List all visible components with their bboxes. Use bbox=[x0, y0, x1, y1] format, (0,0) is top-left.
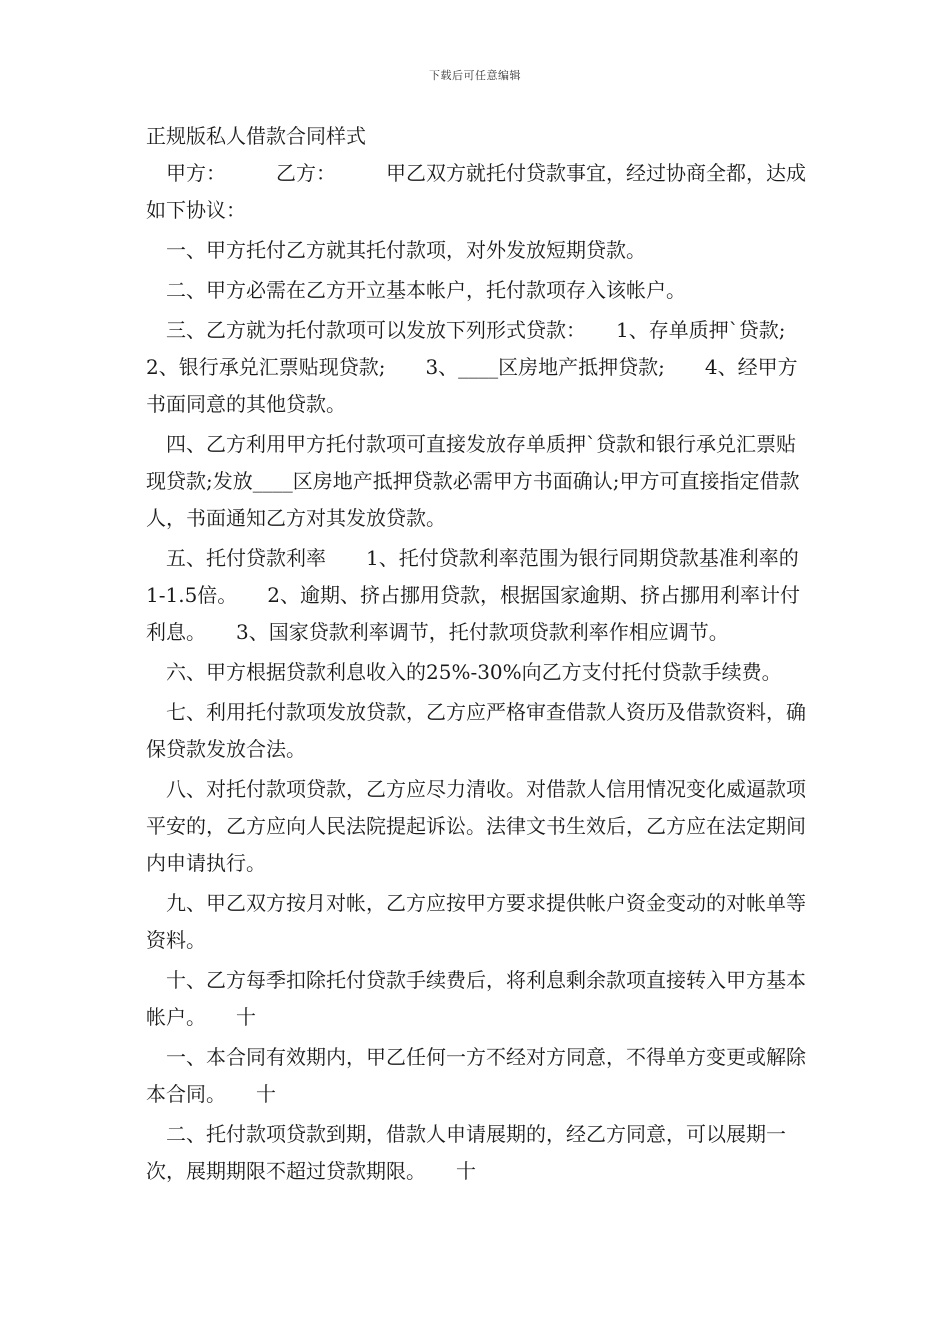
paragraph-clause-12: 二、托付款项贷款到期，借款人申请展期的，经乙方同意，可以展期一次，展期期限不超过贷款期限。 十 bbox=[146, 1122, 786, 1183]
paragraph-clause-8: 八、对托付款项贷款，乙方应尽力清收。对借款人信用情况变化威逼款项平安的，乙方应向人民法院提起诉讼。法律文书生效后，乙方应在法定期间内申请执行。 bbox=[146, 777, 806, 875]
paragraph-clause-10: 十、乙方每季扣除托付贷款手续费后，将利息剩余款项直接转入甲方基本帐户。 十 bbox=[146, 968, 806, 1029]
paragraph-clause-5: 五、托付贷款利率 1、托付贷款利率范围为银行同期贷款基准利率的1-1.5倍。 2、逾期、挤占挪用贷款，根据国家逾期、挤占挪用利率计付利息。 3、国家贷款利率调节，托付款项贷款利率作相应调节。 bbox=[146, 546, 801, 644]
paragraph-clause-11: 一、本合同有效期内，甲乙任何一方不经对方同意，不得单方变更或解除本合同。 十 bbox=[146, 1045, 806, 1106]
paragraph-clause-7: 七、利用托付款项发放贷款，乙方应严格审查借款人资历及借款资料，确保贷款发放合法。 bbox=[146, 700, 806, 761]
paragraph-clause-1: 一、甲方托付乙方就其托付款项，对外发放短期贷款。 bbox=[166, 238, 646, 262]
paragraph-clause-2: 二、甲方必需在乙方开立基本帐户，托付款项存入该帐户。 bbox=[166, 278, 686, 302]
paragraph-clause-9: 九、甲乙双方按月对帐，乙方应按甲方要求提供帐户资金变动的对帐单等资料。 bbox=[146, 891, 806, 952]
paragraph-clause-4: 四、乙方利用甲方托付款项可直接发放存单质押`贷款和银行承兑汇票贴现贷款;发放____区房地产抵押贷款必需甲方书面确认;甲方可直接指定借款人，书面通知乙方对其发放贷款。 bbox=[146, 432, 800, 530]
paragraph-clause-3: 三、乙方就为托付款项可以发放下列形式贷款： 1、存单质押`贷款; 2、银行承兑汇票贴现贷款; 3、____区房地产抵押贷款; 4、经甲方书面同意的其他贷款。 bbox=[146, 318, 826, 416]
paragraph-clause-6: 六、甲方根据贷款利息收入的25%-30%向乙方支付托付贷款手续费。 bbox=[166, 660, 782, 684]
page-header: 下载后可任意编辑 bbox=[429, 69, 521, 82]
paragraph-parties: 甲方： 乙方： 甲乙双方就托付贷款事宜，经过协商全都，达成如下协议： bbox=[146, 161, 806, 222]
document-body bbox=[146, 118, 826, 1190]
document-title: 正规版私人借款合同样式 bbox=[146, 124, 366, 148]
